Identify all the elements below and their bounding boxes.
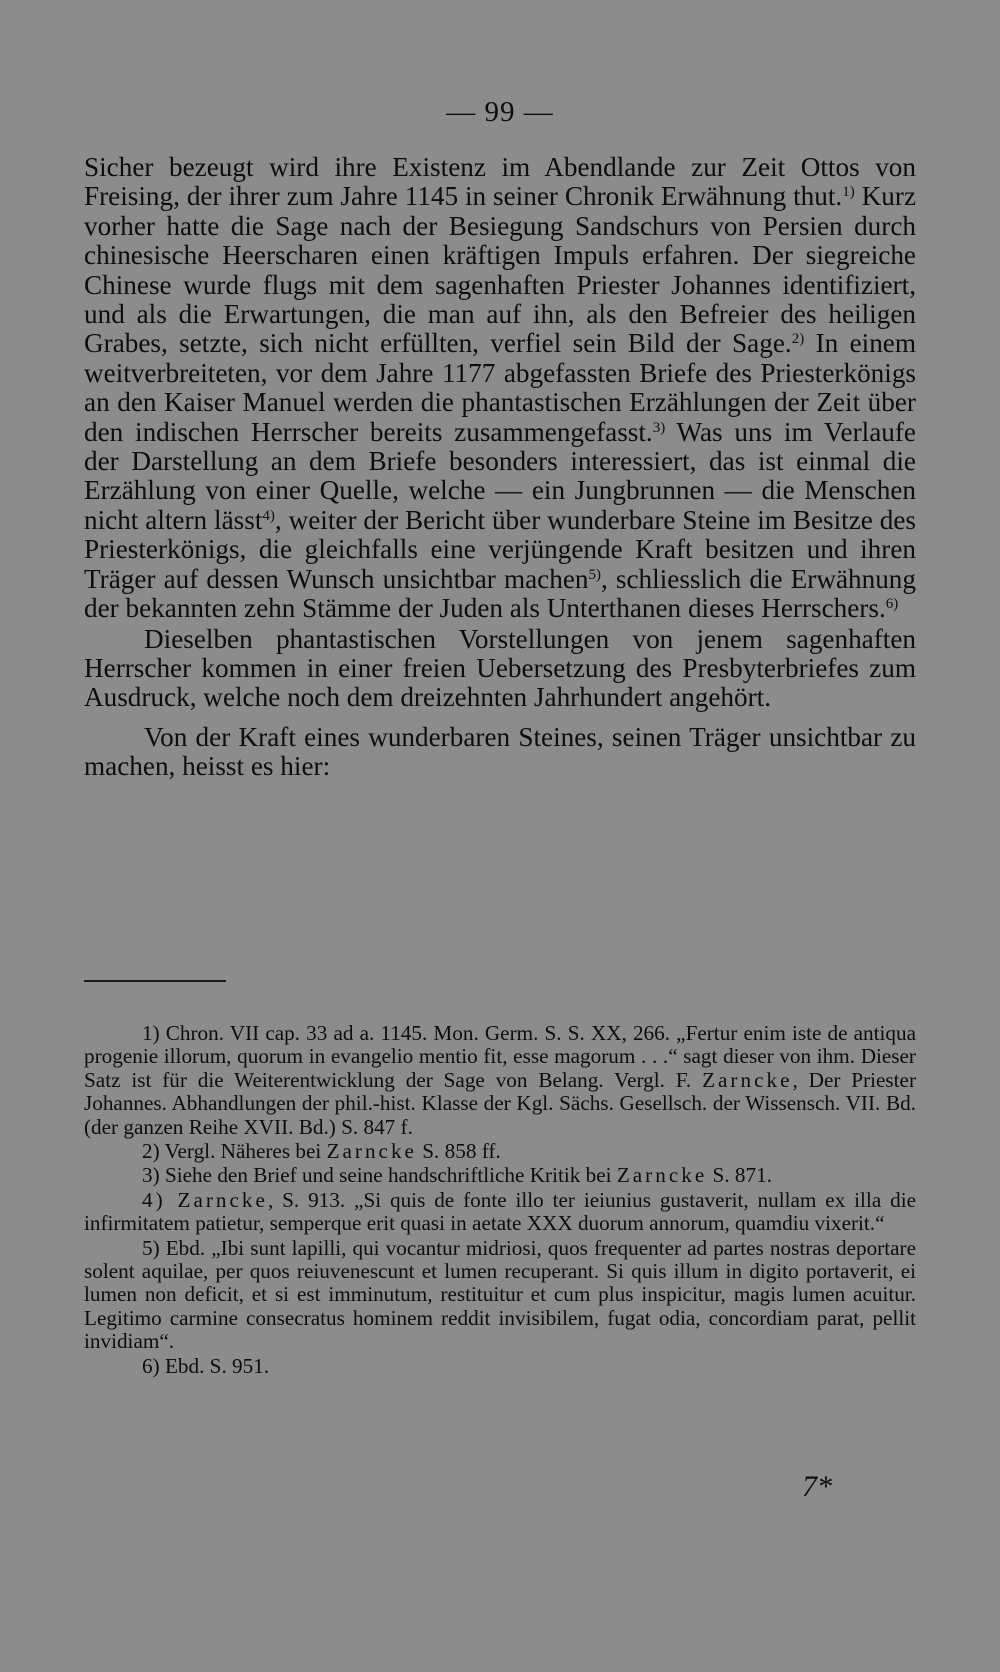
- text-run: , S. 913. „Si quis de fonte illo ter ieiunius gustaverit, nullam ex illa die infirmitatem patietur, semperque erit quasi in aetate XXX duorum annorum, quamdiu vixerit.“: [84, 1187, 916, 1236]
- footnote-ref-6: 6): [885, 596, 899, 613]
- footnote-ref-3: 3): [652, 419, 666, 436]
- paragraph-1: [84, 153, 916, 624]
- footnote-ref-1: 1): [842, 184, 855, 201]
- footnotes: [84, 1022, 916, 1379]
- text-run: , weiter der Bericht über wunderbare Steine im Besitze des Priesterkönigs, die gleichfalls eine verjüngende Kraft besitzen und ihren Träger auf dessen Wunsch unsichtbar machen: [84, 504, 916, 594]
- author-name: Zarncke: [326, 1139, 417, 1164]
- footnote-4: [84, 1189, 916, 1236]
- main-text: [84, 153, 916, 782]
- text-run: Kurz vorher hatte die Sage nach der Besiegung Sandschurs von Persien durch chinesische Heerscharen einen kräftigen Impuls erfahren. Der siegreiche Chinese wurde flugs mit dem sagenhaften Priester Johannes identifiziert, und als die Erwartungen, die man auf ihn, als den Befreier des heiligen Grabes, setzte, sich nicht erfüllten, verfiel sein Bild der Sage.: [84, 181, 917, 359]
- text-run: S. 871.: [707, 1163, 772, 1188]
- footnote-ref-4: 4): [262, 507, 275, 524]
- author-name: 4) Zarncke: [142, 1187, 268, 1212]
- text-run: , Der Priester Johannes. Abhandlungen der phil.-hist. Klasse der Kgl. Sächs. Gesellsch. der Wissensch. VII. Bd. (der ganzen Reihe XVII. Bd.) S. 847 f.: [84, 1067, 917, 1139]
- text-run: Sicher bezeugt wird ihre Existenz im Abendlande zur Zeit Ottos von Freising, der ihrer zum Jahre 1145 in seiner Chronik Erwähnung thut.: [84, 152, 916, 212]
- footnote-3: [84, 1164, 916, 1187]
- author-name: Zarncke: [702, 1067, 793, 1092]
- text-run: In einem weitverbreiteten, vor dem Jahre 1177 abgefassten Briefe des Priesterkönigs an den Kaiser Manuel werden die phantastischen Erzählungen der Zeit über den indischen Herrscher bereits zusammengefasst.: [84, 328, 917, 447]
- footnote-ref-2: 2): [791, 331, 805, 348]
- text-run: S. 858 ff.: [416, 1139, 501, 1164]
- text-run: 3) Siehe den Brief und seine handschriftliche Kritik bei: [142, 1163, 617, 1188]
- text-run: , schliesslich die Erwähnung der bekannten zehn Stämme der Juden als Unterthanen dieses Herrschers.: [84, 563, 916, 624]
- footnote-5: 5) Ebd. „Ibi sunt lapilli, qui vocantur midriosi, quos frequenter ad partes nostras deportare solent aquilae, per quos reiuvenescunt et lumen recuperant. Si quis illum in digito portaverit, ei lumen non deficit, et si est imminutum, restituitur et cum plus inspicitur, magis lumen acuitur. Legitimo carmine consecratus hominem reddit invisibilem, fugat odia, concordiam parat, pellit invidiam“.: [84, 1235, 916, 1354]
- footnote-6: 6) Ebd. S. 951.: [142, 1353, 270, 1378]
- paragraph-2: Dieselben phantastischen Vorstellungen von jenem sagenhaften Herrscher kommen in einer freien Uebersetzung des Presbyterbriefes zum Ausdruck, welche noch dem dreizehnten Jahrhundert angehört.: [84, 623, 916, 713]
- footnote-1: [84, 1022, 916, 1139]
- author-name: Zarncke: [616, 1163, 708, 1188]
- text-run: 1) Chron. VII cap. 33 ad a. 1145. Mon. Germ. S. S. XX, 266. „Fertur enim iste de antiqua progenie illorum, quorum in evangelio mentio fit, esse magorum . . .“ sagt dieser von ihm. Dieser Satz ist für die Weiterentwicklung der Sage von Belang. Vergl. F.: [84, 1021, 916, 1092]
- text-run: 2) Vergl. Näheres bei: [142, 1139, 327, 1164]
- paragraph-3: Von der Kraft eines wunderbaren Steines, seinen Träger unsichtbar zu machen, heisst es hier:: [84, 721, 916, 782]
- footnote-ref-5: 5): [588, 566, 601, 583]
- signature-mark: 7*: [802, 1470, 832, 1503]
- page-number: — 99 —: [446, 96, 554, 128]
- footnote-2: [84, 1140, 916, 1163]
- footnote-divider: [84, 980, 226, 982]
- text-run: Was uns im Verlaufe der Darstellung an dem Briefe besonders interessiert, das ist einmal die Erzählung von einer Quelle, welche — ein Jungbrunnen — die Menschen nicht altern lässt: [84, 416, 916, 535]
